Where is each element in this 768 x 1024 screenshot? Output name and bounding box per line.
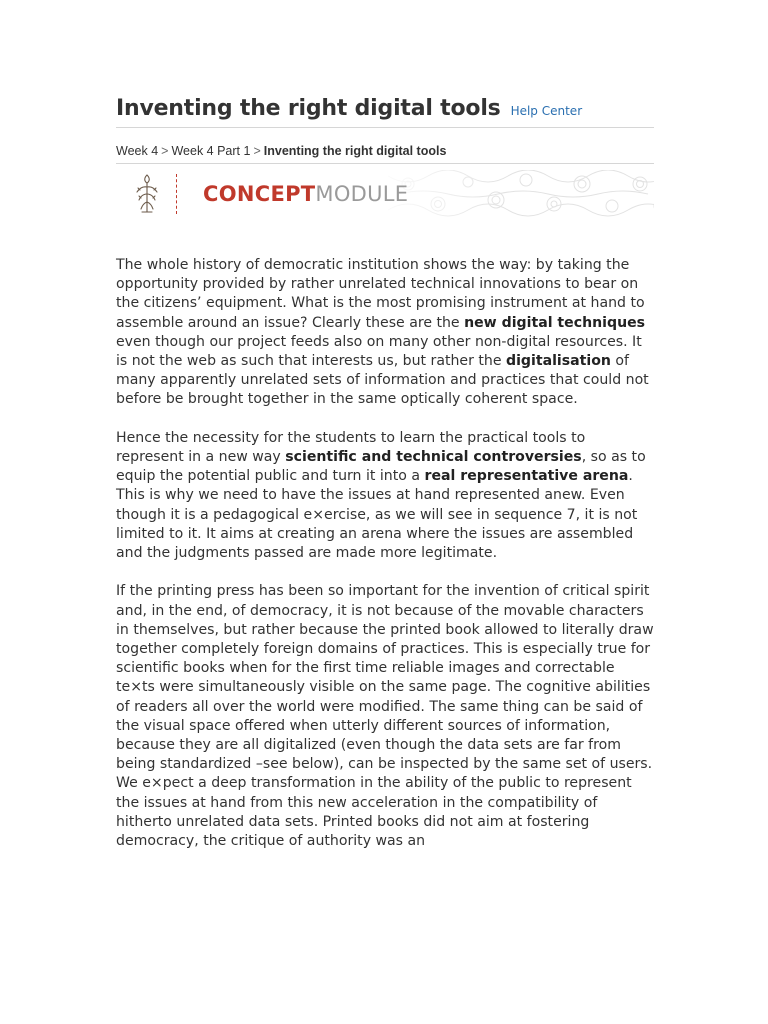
breadcrumb-current: Inventing the right digital tools	[263, 144, 447, 158]
emphasis: scientific and technical controversies	[285, 449, 582, 466]
breadcrumb-separator: >	[253, 144, 261, 158]
article-body	[116, 256, 654, 851]
page	[116, 96, 654, 870]
breadcrumb	[116, 144, 654, 164]
text-run: of many apparently unrelated sets of information and practices that could not before be brought together in the same optically coherent space.	[116, 353, 649, 408]
text-run: . This is why we need to have the issues at hand represented anew. Even though it is a pedagogical e×ercise, as we will see in sequence 7, it is not limited to it. It aims at creating an arena where the issues are assembled and the judgments passed are made more legitimate.	[116, 468, 638, 562]
page-title: Inventing the right digital tools	[116, 96, 501, 121]
text-run: , so as to equip the potential public and turn it into a	[116, 449, 646, 485]
emphasis: new digital techniques	[464, 314, 646, 331]
paragraph-2	[116, 429, 654, 563]
breadcrumb-week-4[interactable]: Week 4	[116, 144, 159, 158]
banner-divider	[176, 174, 177, 214]
emphasis: real representative arena	[424, 468, 629, 485]
banner-title	[203, 182, 408, 206]
text-run: If the printing press has been so important for the invention of critical spirit and, in the end, of democracy, it is not because of the movable characters in themselves, but rather because the printed book allowed to literally draw together completely foreign domains of practices. This is especially true for scientific books when for the first time reliable images and correctable te×ts were simultaneously visible on the same page. The cognitive abilities of readers all over the world were modified. The same thing can be said of the visual space offered when utterly different sources of information, because they are all digitalized (even though the data sets are far from being standardized –see below), can be inspected by the same set of users. We e×pect a deep transformation in the ability of the public to represent the issues at hand from this new acceleration in the compatibility of hitherto unrelated data sets. Printed books did not aim at fostering democracy, the critique of authority was an	[116, 583, 654, 850]
etching-figure-icon	[132, 172, 162, 216]
text-run: The whole history of democratic institution shows the way: by taking the opportunity provided by rather unrelated technical innovations to bear on the citizens’ equipment. What is the most promising instrument at hand to assemble around an issue? Clearly these are the	[116, 257, 645, 331]
decorative-pattern	[368, 170, 654, 218]
title-row	[116, 96, 654, 128]
banner-title-module: MODULE	[315, 182, 409, 206]
breadcrumb-week-4-part-1[interactable]: Week 4 Part 1	[171, 144, 251, 158]
concept-module-banner	[116, 170, 654, 218]
help-center-link[interactable]: Help Center	[510, 104, 583, 118]
text-run: Hence the necessity for the students to learn the practical tools to represent in a new way	[116, 429, 586, 466]
paragraph-1	[116, 256, 654, 410]
text-run: even though our project feeds also on many other non-digital resources. It is not the web as such that interests us, but rather the	[116, 333, 642, 370]
breadcrumb-separator: >	[161, 144, 169, 158]
emphasis: digitalisation	[506, 353, 611, 370]
paragraph-3	[116, 582, 654, 851]
banner-title-concept: CONCEPT	[203, 182, 316, 206]
